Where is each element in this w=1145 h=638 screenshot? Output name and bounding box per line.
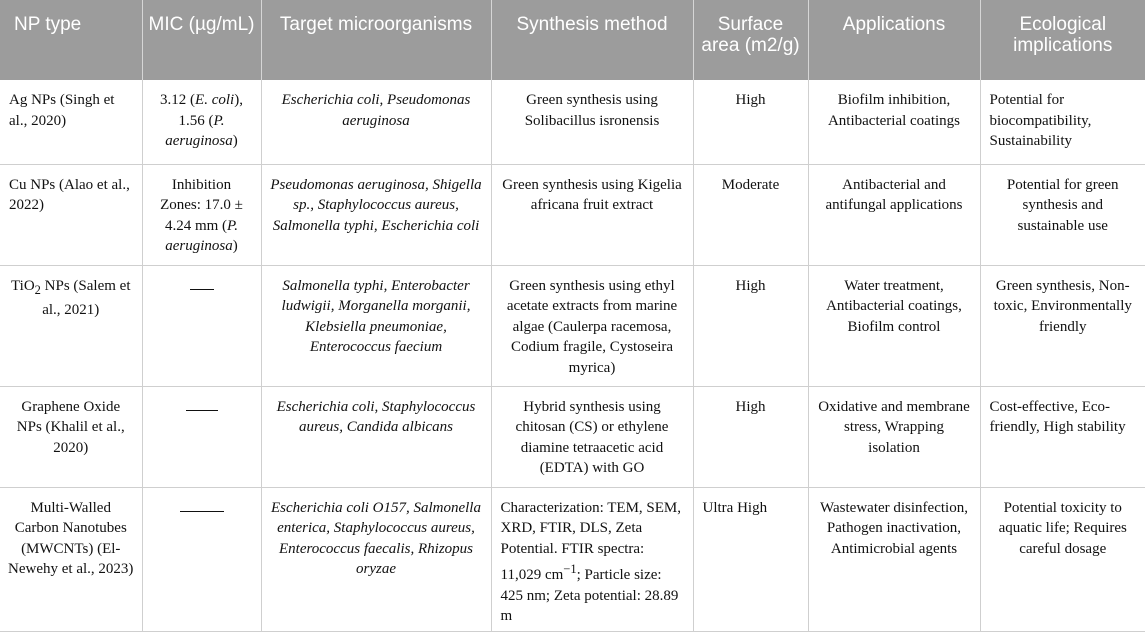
- cell-np-type: Graphene Oxide NPs (Khalil et al., 2020): [0, 386, 142, 487]
- table-row: [0, 487, 1145, 631]
- cell-ecology: Green synthesis, Non-toxic, Environmentally friendly: [980, 265, 1145, 386]
- cell-surface-area: High: [693, 80, 808, 164]
- header-mic: MIC (µg/mL): [142, 0, 261, 80]
- cell-surface-area: High: [693, 265, 808, 386]
- cell-mic: [142, 265, 261, 386]
- cell-synthesis: Characterization: TEM, SEM, XRD, FTIR, DLS, Zeta Potential. FTIR spectra: 11,029 $cm^{-1}$; Particle size: 425 nm; Zeta potential: 28.89 m: [491, 487, 693, 631]
- cell-np-type: TiO$_2$ NPs (Salem et al., 2021): [0, 265, 142, 386]
- cell-synthesis: Green synthesis using Kigelia africana fruit extract: [491, 164, 693, 265]
- table-row: [0, 386, 1145, 487]
- cell-synthesis: Hybrid synthesis using chitosan (CS) or ethylene diamine tetraacetic acid (EDTA) with GO: [491, 386, 693, 487]
- cell-np-type: Cu NPs (Alao et al., 2022): [0, 164, 142, 265]
- cell-mic: Inhibition Zones: 17.0 ± 4.24 mm (P. aeruginosa): [142, 164, 261, 265]
- cell-targets: Salmonella typhi, Enterobacter ludwigii, Morganella morganii, Klebsiella pneumoniae, Enterococcus faecium: [261, 265, 491, 386]
- header-surface-area: Surface area (m2/g): [693, 0, 808, 80]
- empty-dash: [186, 410, 218, 411]
- empty-dash: [180, 511, 224, 512]
- header-target-microorganisms: Target microorganisms: [261, 0, 491, 80]
- cell-applications: Water treatment, Antibacterial coatings, Biofilm control: [808, 265, 980, 386]
- cell-applications: Biofilm inhibition, Antibacterial coatings: [808, 80, 980, 164]
- table-row: [0, 265, 1145, 386]
- cell-targets: Escherichia coli, Staphylococcus aureus, Candida albicans: [261, 386, 491, 487]
- cell-synthesis: Green synthesis using ethyl acetate extracts from marine algae (Caulerpa racemosa, Codium fragile, Cystoseira myrica): [491, 265, 693, 386]
- cell-ecology: Potential for biocompatibility, Sustainability: [980, 80, 1145, 164]
- cell-surface-area: High: [693, 386, 808, 487]
- cell-ecology: Cost-effective, Eco-friendly, High stability: [980, 386, 1145, 487]
- cell-surface-area: Ultra High: [693, 487, 808, 631]
- cell-mic: [142, 386, 261, 487]
- cell-mic: [142, 487, 261, 631]
- cell-surface-area: Moderate: [693, 164, 808, 265]
- table-row: [0, 164, 1145, 265]
- header-ecological-implications: Ecological implications: [980, 0, 1145, 80]
- cell-applications: Wastewater disinfection, Pathogen inactivation, Antimicrobial agents: [808, 487, 980, 631]
- cell-mic: 3.12 (E. coli), 1.56 (P. aeruginosa): [142, 80, 261, 164]
- cell-ecology: Potential for green synthesis and sustainable use: [980, 164, 1145, 265]
- cell-targets: Escherichia coli, Pseudomonas aeruginosa: [261, 80, 491, 164]
- cell-np-type: Ag NPs (Singh et al., 2020): [0, 80, 142, 164]
- cell-synthesis: Green synthesis using Solibacillus isronensis: [491, 80, 693, 164]
- cell-targets: Pseudomonas aeruginosa, Shigella sp., Staphylococcus aureus, Salmonella typhi, Escherichia coli: [261, 164, 491, 265]
- cell-targets: Escherichia coli O157, Salmonella enterica, Staphylococcus aureus, Enterococcus faecalis, Rhizopus oryzae: [261, 487, 491, 631]
- cell-np-type: Multi-Walled Carbon Nanotubes (MWCNTs) (El-Newehy et al., 2023): [0, 487, 142, 631]
- table-row: [0, 80, 1145, 164]
- cell-applications: Antibacterial and antifungal applications: [808, 164, 980, 265]
- header-applications: Applications: [808, 0, 980, 80]
- empty-dash: [190, 289, 214, 290]
- header-synthesis-method: Synthesis method: [491, 0, 693, 80]
- table-header-row: [0, 0, 1145, 80]
- header-np-type: NP type: [0, 0, 142, 80]
- cell-applications: Oxidative and membrane stress, Wrapping isolation: [808, 386, 980, 487]
- cell-ecology: Potential toxicity to aquatic life; Requires careful dosage: [980, 487, 1145, 631]
